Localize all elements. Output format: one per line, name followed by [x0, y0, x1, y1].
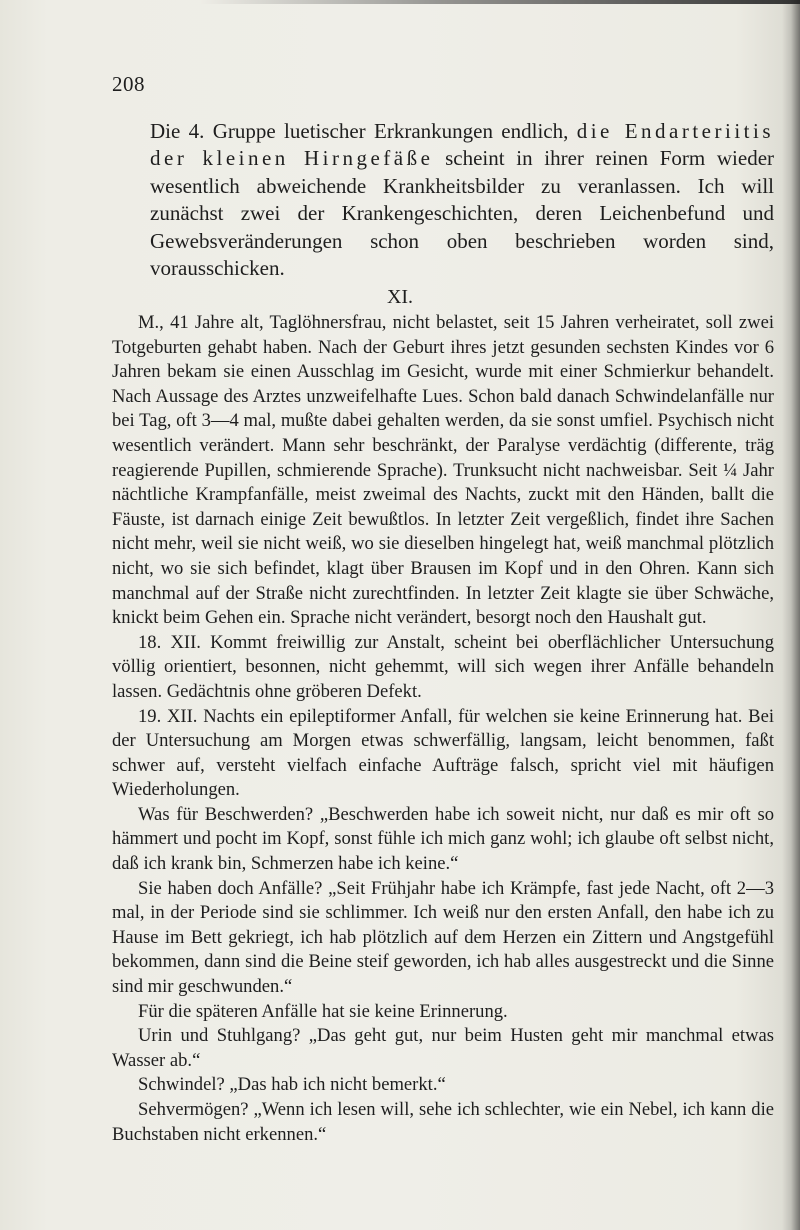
section-heading: XI. [386, 286, 414, 308]
page-number: 208 [112, 72, 145, 96]
case-paragraph: Schwindel? „Das hab ich nicht bemerkt.“ [138, 1074, 446, 1096]
case-paragraph: Für die späteren Anfälle hat sie keine Erinnerung. [138, 1000, 508, 1022]
intro-spaced-term: die Endarteriitis der kleinen Hirngefäße [150, 119, 775, 171]
case-paragraph: Was für Beschwerden? „Beschwerden habe ich soweit nicht, nur daß es mir oft so hämmert und pocht im Kopf, sonst fühle ich mich ganz wohl; ich glaube oft selbst nicht, daß ich krank bin, Schmerzen habe ich keine.“ [112, 803, 774, 875]
case-paragraph: 19. XII. Nachts ein epileptiformer Anfall, für welchen sie keine Erinnerung hat. Bei der Untersuchung am Morgen etwas schwerfällig, langsam, leicht benommen, faßt schwer auf, versteht vielfach einfache Aufträge falsch, spricht viel mit häufigen Wiederholungen. [112, 705, 774, 801]
case-history [112, 311, 774, 1147]
intro-paragraph [150, 118, 774, 282]
page-binding-shadow [782, 0, 800, 1230]
case-paragraph: Sie haben doch Anfälle? „Seit Frühjahr habe ich Krämpfe, fast jede Nacht, oft 2—3 mal, in der Periode sind sie schlimmer. Ich weiß nur den ersten Anfall, den habe ich zu Hause im Bett gekriegt, ich hab plötzlich auf dem Herzen ein Zittern und Angstgefühl bekommen, dann sind die Beine steif geworden, ich hab alles ausgestreckt und die Sinne sind mir geschwunden.“ [112, 877, 774, 998]
page-top-shadow [200, 0, 800, 4]
case-paragraph: Sehvermögen? „Wenn ich lesen will, sehe ich schlechter, wie ein Nebel, ich kann die Buchstaben nicht erkennen.“ [112, 1099, 774, 1145]
intro-text-before: Die 4. Gruppe luetischer Erkrankungen endlich, [150, 119, 569, 143]
case-paragraph: M., 41 Jahre alt, Taglöhnersfrau, nicht belastet, seit 15 Jahren verheiratet, soll zwei Totgeburten gehabt haben. Nach der Geburt ihres jetzt gesunden sechsten Kindes vor 6 Jahren bekam sie einen Ausschlag im Gesicht, wurde mit einer Schmierkur behandelt. Nach Aussage des Arztes unzweifelhafte Lues. Schon bald danach Schwindelanfälle nur bei Tag, oft 3—4 mal, mußte dabei gehalten werden, da sie sonst umfiel. Psychisch nicht wesentlich verändert. Mann sehr beschränkt, der Paralyse verdächtig (differente, träg reagierende Pupillen, schmierende Sprache). Trunksucht nicht nachweisbar. Seit ¼ Jahr nächtliche Krampfanfälle, meist zweimal des Nachts, zuckt mit den Händen, ballt die Fäuste, ist darnach einige Zeit bewußtlos. In letzter Zeit vergeßlich, findet ihre Sachen nicht mehr, weil sie nicht weiß, wo sie dieselben hingelegt hat, weiß manchmal plötzlich nicht, wo sie sich befindet, klagt über Brausen im Kopf und in den Ohren. Kann sich manchmal auf der Straße nicht zurechtfinden. In letzter Zeit klagte sie über Schwäche, knickt beim Gehen ein. Sprache nicht verändert, besorgt noch den Haushalt gut. [112, 312, 774, 629]
intro-text-after: scheint in ihrer reinen Form wieder wesentlich abweichende Krankheitsbilder zu veranlassen. Ich will zunächst zwei der Krankengeschichten, deren Leichenbefund und Gewebsveränderungen schon oben beschrieben worden sind, vorausschicken. [150, 146, 775, 281]
case-paragraph: 18. XII. Kommt freiwillig zur Anstalt, scheint bei oberflächlicher Untersuchung völlig orientiert, besonnen, nicht gehemmt, will sich wegen ihrer Anfälle behandeln lassen. Gedächtnis ohne gröberen Defekt. [112, 631, 774, 702]
case-paragraph: Urin und Stuhlgang? „Das geht gut, nur beim Husten geht mir manchmal etwas Wasser ab.“ [112, 1025, 774, 1071]
